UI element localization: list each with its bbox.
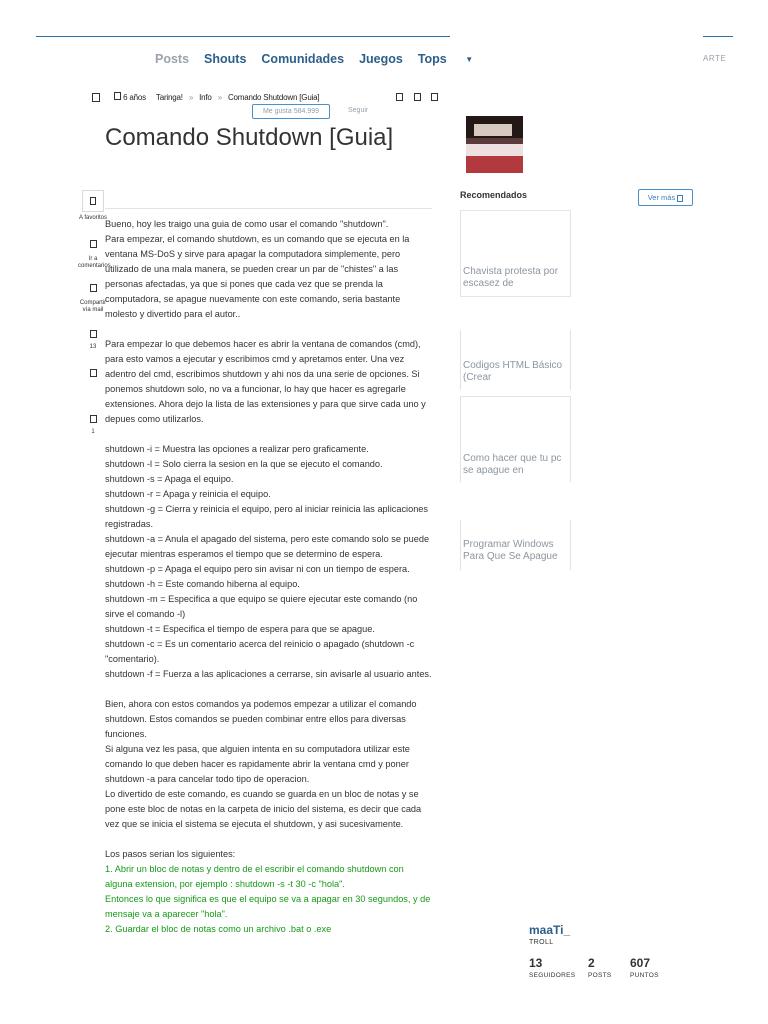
- nav-comunidades[interactable]: Comunidades: [261, 52, 345, 66]
- posts-count: 2: [588, 956, 595, 970]
- nav-arte[interactable]: ARTE: [703, 54, 727, 63]
- main-nav: [155, 52, 503, 66]
- paragraph: Si alguna vez les pasa, que alguien intenta en su computadora utilizar este comando lo que deben hacer es rapidamente abrir la ventana cmd y poner shutdown -a para cancelar todo tipo de operacion.: [105, 744, 410, 784]
- breadcrumb-post: Comando Shutdown [Guia]: [227, 93, 320, 102]
- option-item: shutdown -g = Cierra y reinicia el equipo, pero al iniciar reinicia las aplicaciones registradas.: [105, 504, 429, 529]
- nav-posts[interactable]: Posts: [155, 52, 190, 66]
- nav-shouts[interactable]: Shouts: [204, 52, 247, 66]
- page-title: Comando Shutdown [Guia]: [105, 124, 394, 151]
- recommended-title: Chavista protesta por escasez de: [463, 266, 559, 289]
- recommended-title: Programar Windows Para Que Se Apague: [463, 539, 558, 562]
- comments-icon[interactable]: [90, 240, 97, 248]
- breadcrumb: 6 años Taringa! » Info » Comando Shutdown [Guia]: [92, 92, 319, 102]
- arrow-icon: [677, 195, 683, 202]
- paragraph: Los pasos serian los siguientes:: [105, 849, 236, 859]
- option-item: shutdown -a = Anula el apagado del sistema, pero este comando solo se puede ejecutar mientras esperamos el tiempo que se determino de espera.: [105, 534, 430, 559]
- followers-count: 13: [529, 956, 543, 970]
- star-icon: [90, 197, 96, 205]
- option-item: shutdown -c = Es un comentario acerca del reinicio o apagado (shutdown -c "comentario).: [105, 639, 415, 664]
- post-body: [105, 217, 432, 937]
- favorite-button[interactable]: [82, 190, 104, 212]
- comments-label: Ir a comentarios: [78, 256, 111, 269]
- follow-link[interactable]: Seguir: [348, 107, 369, 114]
- posts-label: POSTS: [588, 972, 612, 979]
- option-item: shutdown -l = Solo cierra la sesion en la que se ejecuto el comando.: [105, 459, 383, 469]
- author-thumbnail[interactable]: [466, 116, 523, 173]
- recommended-item[interactable]: [460, 210, 571, 296]
- share-label: Compartir vía mail: [79, 300, 107, 313]
- points-count: 607: [630, 956, 651, 970]
- follow-icon[interactable]: [90, 369, 97, 377]
- step-item: Entonces lo que significa es que el equipo se va a apagar en 30 segundos, y de mensaje va a aparecer "hola".: [105, 894, 431, 919]
- nav-juegos[interactable]: Juegos: [359, 52, 403, 66]
- count-13: 13: [89, 344, 97, 350]
- nav-tops-label: Tops: [417, 52, 447, 66]
- recommended-item[interactable]: [460, 396, 571, 482]
- caret-down-icon: ▼: [465, 55, 474, 65]
- breadcrumb-category[interactable]: Info: [199, 93, 212, 102]
- paragraph: Bueno, hoy les traigo una guia de como usar el comando "shutdown".: [105, 219, 389, 229]
- header-divider: [36, 36, 450, 37]
- paragraph: Lo divertido de este comando, es cuando se guarda en un bloc de notas y se pone este bloc de notas en la carpeta de inicio del sistema, es decir que cada vez que se inicia el sistema se ejecuta el shutdown, y asi sucesivamente.: [105, 789, 422, 829]
- recommended-title: Como hacer que tu pc se apague en: [463, 453, 562, 476]
- author-rank: TROLL: [529, 939, 554, 946]
- clock-icon: [114, 92, 121, 100]
- option-item: shutdown -i = Muestra las opciones a realizar pero graficamente.: [105, 444, 369, 454]
- share-twitter-icon[interactable]: [414, 93, 421, 103]
- option-item: shutdown -f = Fuerza a las aplicaciones a cerrarse, sin avisarle al usuario antes.: [105, 669, 432, 679]
- post-actions: [78, 190, 111, 436]
- recommended-item[interactable]: [460, 520, 571, 570]
- breadcrumb-user[interactable]: Taringa!: [155, 93, 183, 102]
- option-item: shutdown -t = Especifica el tiempo de espera para que se apague.: [105, 624, 375, 634]
- see-more-label: Ver más: [647, 193, 676, 202]
- share-more-icon[interactable]: [431, 93, 438, 103]
- share-icon[interactable]: [90, 415, 97, 423]
- recommended-heading: Recomendados: [460, 190, 528, 200]
- paragraph: Bien, ahora con estos comandos ya podemos empezar a utilizar el comando shutdown. Estos comandos se pueden combinar entre ellos para diversas funciones.: [105, 699, 417, 739]
- mail-icon[interactable]: [90, 284, 97, 292]
- option-item: shutdown -p = Apaga el equipo pero sin avisar ni con un tiempo de espera.: [105, 564, 410, 574]
- nav-tops[interactable]: [418, 52, 488, 66]
- post-age: 6 años: [123, 93, 146, 102]
- share-facebook-icon[interactable]: [396, 93, 403, 103]
- step-item: 2. Guardar el bloc de notas como un archivo .bat o .exe: [105, 924, 332, 934]
- option-item: shutdown -m = Especifica a que equipo se quiere ejecutar este comando (no sirve el comando -l): [105, 594, 418, 619]
- option-item: shutdown -s = Apaga el equipo.: [105, 474, 234, 484]
- recommended-item[interactable]: [460, 330, 571, 390]
- option-item: shutdown -h = Este comando hiberna al equipo.: [105, 579, 300, 589]
- option-item: shutdown -r = Apaga y reinicia el equipo.: [105, 489, 271, 499]
- followers-label: SEGUIDORES: [529, 972, 576, 979]
- menu-icon[interactable]: [92, 93, 100, 102]
- points-label: PUNTOS: [630, 972, 659, 979]
- see-more-button[interactable]: [638, 189, 693, 206]
- recommended-title: Codigos HTML Básico (Crear: [463, 360, 563, 383]
- header-divider-right: [703, 36, 733, 37]
- count-1: 1: [91, 429, 95, 435]
- points-icon[interactable]: [90, 330, 97, 338]
- paragraph: Para empezar lo que debemos hacer es abrir la ventana de comandos (cmd), para esto vamos a ejecutar y escribimos cmd y apretamos enter. Una vez adentro del cmd, escribimos shutdown y ahi nos da una serie de opciones. Si ponemos shutdown solo, no va a funcionar, lo hay que hacer es agregarle extensiones. Ahora dejo la lista de las extensiones y para que sirve cada uno y depues como utilizarlos.: [105, 339, 426, 424]
- step-item: 1. Abrir un bloc de notas y dentro de el escribir el comando shutdown con alguna extension, por ejemplo : shutdown -s -t 30 -c "hola".: [105, 864, 404, 889]
- content-divider: [105, 208, 432, 209]
- favorites-label: A favoritos: [78, 215, 107, 221]
- author-name[interactable]: maaTi_: [529, 923, 571, 937]
- like-button[interactable]: Me gusta 584.999: [252, 104, 330, 119]
- paragraph: Para empezar, el comando shutdown, es un comando que se ejecuta en la ventana MS-DoS y sirve para apagar la computadora simplemente, pero utilizado de una mala manera, se pueden crear un par de "chistes" a las personas afectadas, ya que si pones que cada vez que se prenda la computadora, se apague nuevamente con este comando, seria bastante molesto y divertido para el autor..: [105, 234, 410, 319]
